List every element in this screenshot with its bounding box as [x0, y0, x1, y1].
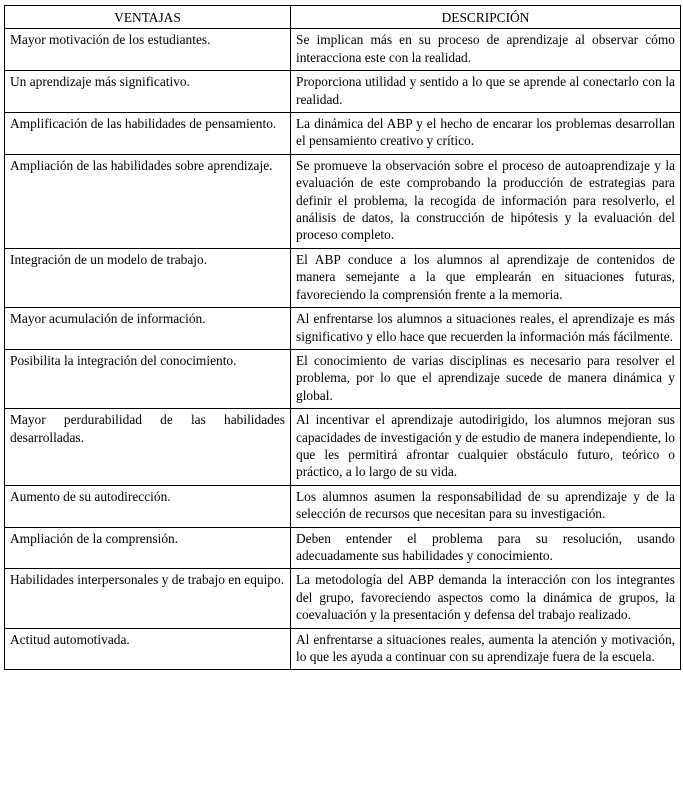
table-row: [5, 569, 681, 628]
ventaja-cell: Actitud automotivada.: [5, 628, 291, 670]
descripcion-cell: Deben entender el problema para su resolución, usando adecuadamente sus habilidades y conocimiento.: [291, 527, 681, 569]
table-row: [5, 113, 681, 155]
header-row: [5, 6, 681, 29]
descripcion-cell: Al incentivar el aprendizaje autodirigido, los alumnos mejoran sus capacidades de investigación y de estudio de manera independiente, lo que les permitirá afrontar cualquier obstáculo futuro, teórico o práctico, a lo largo de su vida.: [291, 409, 681, 486]
column-header-descripcion: DESCRIPCIÓN: [291, 6, 681, 29]
table-row: [5, 628, 681, 670]
descripcion-cell: La dinámica del ABP y el hecho de encarar los problemas desarrollan el pensamiento creativo y crítico.: [291, 113, 681, 155]
table-row: [5, 248, 681, 307]
ventaja-cell: Ampliación de la comprensión.: [5, 527, 291, 569]
table-row: [5, 29, 681, 71]
descripcion-cell: Al enfrentarse a situaciones reales, aumenta la atención y motivación, lo que les ayuda a continuar con su aprendizaje fuera de la escuela.: [291, 628, 681, 670]
descripcion-cell: Los alumnos asumen la responsabilidad de su aprendizaje y de la selección de recursos que necesitan para su investigación.: [291, 485, 681, 527]
ventaja-cell: Mayor acumulación de información.: [5, 308, 291, 350]
table-row: [5, 71, 681, 113]
ventajas-table: [4, 5, 681, 670]
descripcion-cell: Proporciona utilidad y sentido a lo que se aprende al conectarlo con la realidad.: [291, 71, 681, 113]
table-row: [5, 154, 681, 248]
ventaja-cell: Mayor perdurabilidad de las habilidades desarrolladas.: [5, 409, 291, 486]
ventaja-cell: Ampliación de las habilidades sobre aprendizaje.: [5, 154, 291, 248]
descripcion-cell: El conocimiento de varias disciplinas es necesario para resolver el problema, por lo que el aprendizaje sucede de manera dinámica y global.: [291, 349, 681, 408]
ventaja-cell: Integración de un modelo de trabajo.: [5, 248, 291, 307]
table-header: [5, 6, 681, 29]
ventaja-cell: Amplificación de las habilidades de pensamiento.: [5, 113, 291, 155]
ventaja-cell: Un aprendizaje más significativo.: [5, 71, 291, 113]
column-header-ventajas: VENTAJAS: [5, 6, 291, 29]
descripcion-cell: Se implican más en su proceso de aprendizaje al observar cómo interacciona este con la realidad.: [291, 29, 681, 71]
descripcion-cell: La metodología del ABP demanda la interacción con los integrantes del grupo, favoreciendo aspectos como la dinámica de grupos, la coevaluación y la presentación y defensa del trabajo realizado.: [291, 569, 681, 628]
table-row: [5, 527, 681, 569]
ventaja-cell: Habilidades interpersonales y de trabajo en equipo.: [5, 569, 291, 628]
table-row: [5, 349, 681, 408]
descripcion-cell: Al enfrentarse los alumnos a situaciones reales, el aprendizaje es más significativo y ello hace que recuerden la información más fácilmente.: [291, 308, 681, 350]
table-row: [5, 409, 681, 486]
ventaja-cell: Aumento de su autodirección.: [5, 485, 291, 527]
table-row: [5, 308, 681, 350]
ventaja-cell: Mayor motivación de los estudiantes.: [5, 29, 291, 71]
ventaja-cell: Posibilita la integración del conocimiento.: [5, 349, 291, 408]
table-row: [5, 485, 681, 527]
descripcion-cell: Se promueve la observación sobre el proceso de autoaprendizaje y la evaluación de este comprobando la producción de estrategias para definir el problema, la recogida de información para resolverlo, el análisis de datos, la construcción de hipótesis y la evaluación del proceso completo.: [291, 154, 681, 248]
table-body: [5, 29, 681, 670]
descripcion-cell: El ABP conduce a los alumnos al aprendizaje de contenidos de manera semejante a la que emplearán en situaciones futuras, favoreciendo la comprensión frente a la memoria.: [291, 248, 681, 307]
document-page: [4, 5, 681, 670]
